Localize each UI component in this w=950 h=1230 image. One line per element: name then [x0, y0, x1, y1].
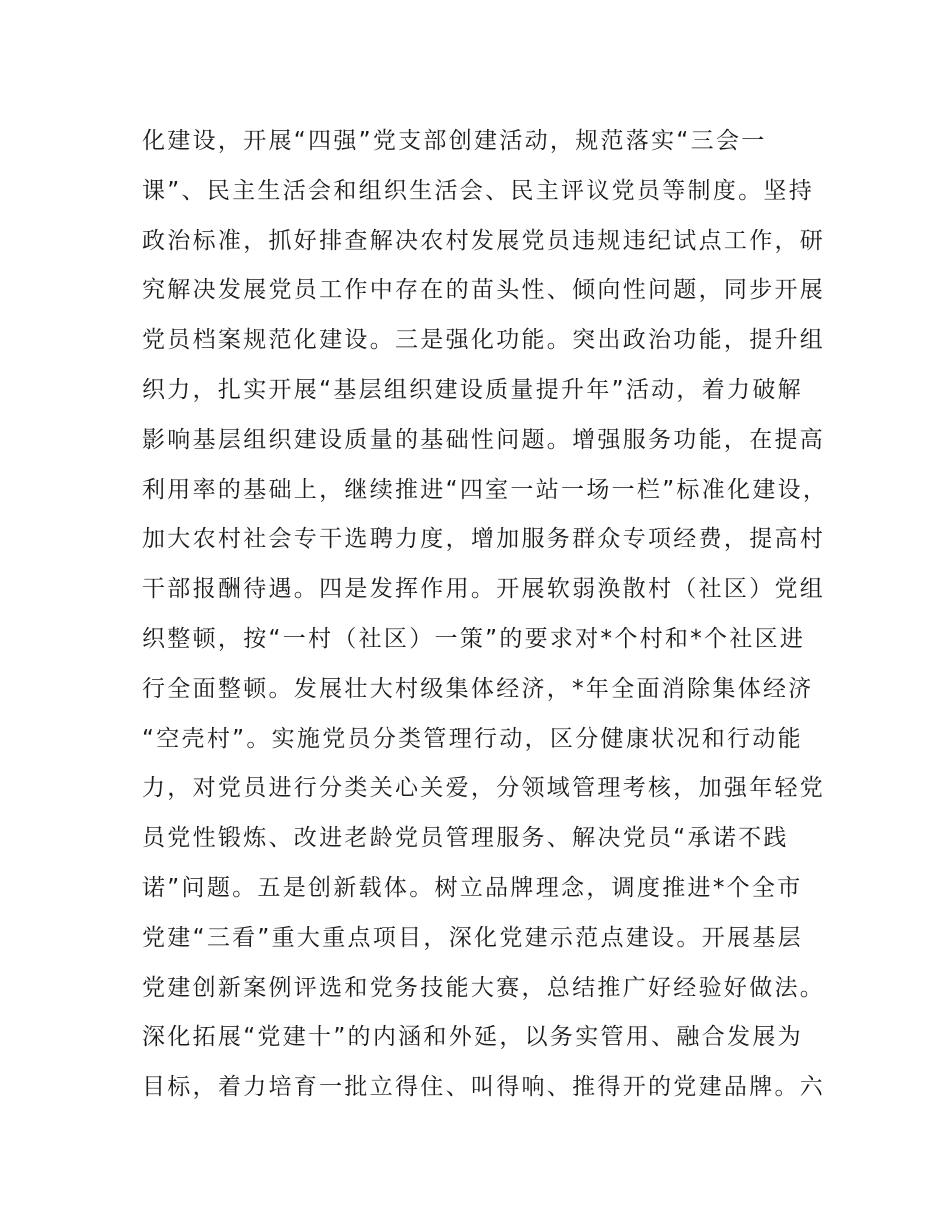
text-line: 化建设，开展“四强”党支部创建活动，规范落实“三会一 [142, 128, 767, 154]
body-paragraph [142, 117, 842, 1113]
text-line: 究解决发展党员工作中存在的苗头性、倾向性问题，同步开展 [142, 277, 826, 304]
text-line: 诺”问题。五是创新载体。树立品牌理念，调度推进*个全市 [142, 874, 803, 901]
text-line: 加大农村社会专干选聘力度，增加服务群众专项经费，提高村 [142, 526, 826, 553]
text-line: 织力，扎实开展“基层组织建设质量提升年”活动，着力破解 [142, 376, 803, 403]
text-line: 党建“三看”重大重点项目，深化党建示范点建设。开展基层 [142, 924, 803, 951]
text-line: “空壳村”。实施党员分类管理行动，区分健康状况和行动能 [142, 725, 803, 752]
text-line: 力，对党员进行分类关心关爱，分领域管理考核，加强年轻党 [142, 775, 826, 802]
text-line: 目标，着力培育一批立得住、叫得响、推得开的党建品牌。六 [142, 1074, 826, 1101]
text-line: 党员档案规范化建设。三是强化功能。突出政治功能，提升组 [142, 327, 826, 354]
text-line: 影响基层组织建设质量的基础性问题。增强服务功能，在提高 [142, 426, 826, 453]
text-line: 党建创新案例评选和党务技能大赛，总结推广好经验好做法。 [142, 974, 826, 1001]
text-line: 深化拓展“党建十”的内涵和外延，以务实管用、融合发展为 [142, 1024, 803, 1051]
text-line: 利用率的基础上，继续推进“四室一站一场一栏”标准化建设， [142, 476, 829, 503]
text-line: 员党性锻炼、改进老龄党员管理服务、解决党员“承诺不践 [142, 825, 789, 852]
text-line: 课”、民主生活会和组织生活会、民主评议党员等制度。坚持 [142, 177, 815, 204]
text-line: 织整顿，按“一村（社区）一策”的要求对*个村和*个社区进 [142, 625, 806, 652]
text-line: 行全面整顿。发展壮大村级集体经济，*年全面消除集体经济 [142, 675, 814, 702]
text-line: 干部报酬待遇。四是发挥作用。开展软弱涣散村（社区）党组 [142, 576, 826, 603]
text-line: 政治标准，抓好排查解决农村发展党员违规违纪试点工作，研 [142, 227, 826, 254]
